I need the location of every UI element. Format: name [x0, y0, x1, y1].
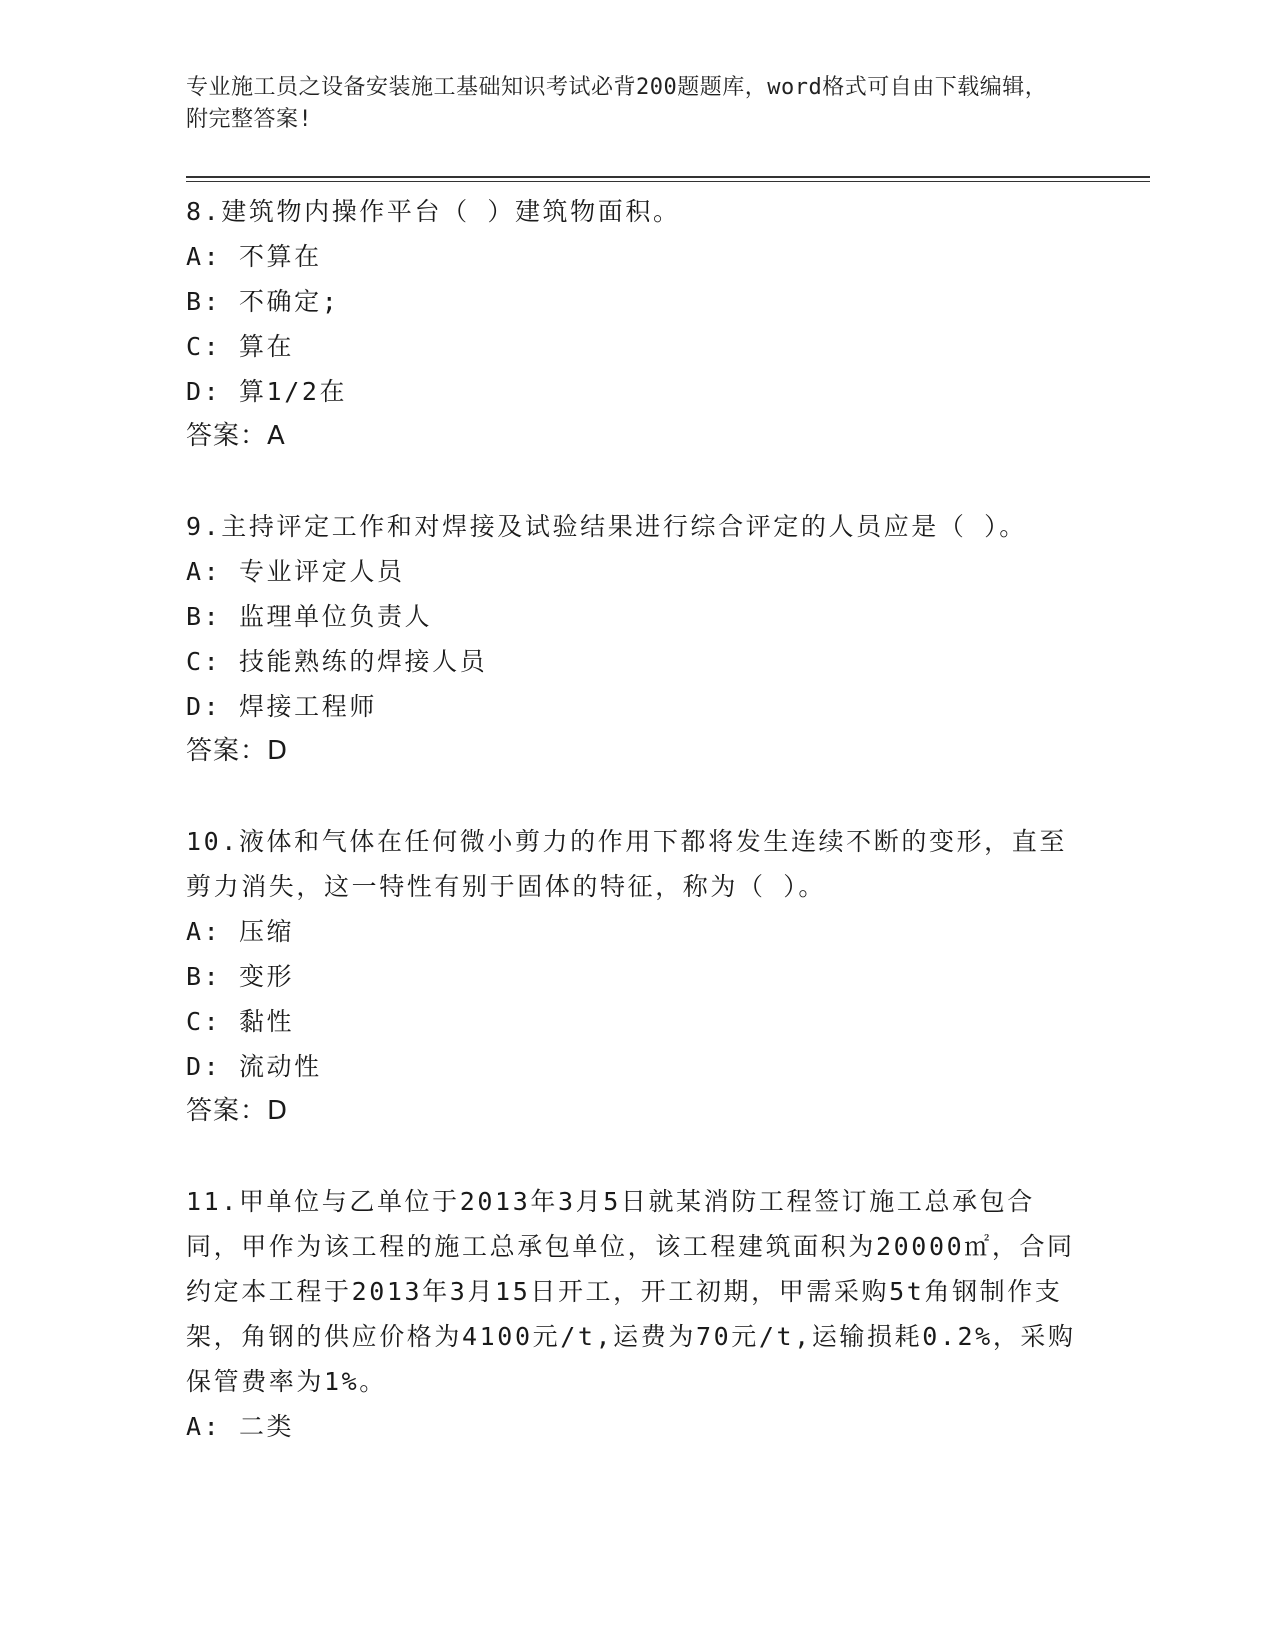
answer-line: 答案：A: [186, 421, 286, 451]
option-d: D: 焊接工程师: [186, 692, 377, 721]
header-divider: [186, 176, 1150, 178]
option-a: A: 专业评定人员: [186, 557, 405, 586]
option-c: C: 算在: [186, 332, 295, 361]
question-text: 9.主持评定工作和对焊接及试验结果进行综合评定的人员应是（ ）。: [186, 512, 1027, 541]
option-a: A: 压缩: [186, 917, 295, 946]
question-11: [186, 1179, 1086, 1449]
answer-line: 答案：D: [186, 736, 289, 766]
option-c: C: 技能熟练的焊接人员: [186, 647, 488, 676]
option-c: C: 黏性: [186, 1007, 295, 1036]
question-text: 11.甲单位与乙单位于2013年3月5日就某消防工程签订施工总承包合同，甲作为该工程的施工总承包单位，该工程建筑面积为20000㎡，合同约定本工程于2013年3月15日开工，开工初期，甲需采购5t角钢制作支架，角钢的供应价格为4100元/t,运费为70元/t,运输损耗0.2%，采购保管费率为1%。: [186, 1187, 1076, 1396]
option-b: B: 变形: [186, 962, 295, 991]
option-d: D: 流动性: [186, 1052, 322, 1081]
question-list: [186, 189, 1086, 1494]
header-divider-thin: [186, 181, 1150, 182]
option-b: B: 监理单位负责人: [186, 602, 433, 631]
question-8: [186, 189, 1086, 459]
option-a: A: 不算在: [186, 242, 322, 271]
option-a: A: 二类: [186, 1412, 295, 1441]
option-d: D: 算1/2在: [186, 377, 348, 406]
question-10: [186, 819, 1086, 1134]
question-9: [186, 504, 1086, 774]
option-b: B: 不确定;: [186, 287, 340, 316]
question-text: 10.液体和气体在任何微小剪力的作用下都将发生连续不断的变形，直至剪力消失，这一特性有别于固体的特征，称为（ ）。: [186, 827, 1067, 901]
document-header: 专业施工员之设备安装施工基础知识考试必背200题题库，word格式可自由下载编辑，附完整答案!: [186, 75, 1048, 132]
answer-line: 答案：D: [186, 1096, 289, 1126]
question-text: 8.建筑物内操作平台（ ）建筑物面积。: [186, 197, 681, 226]
